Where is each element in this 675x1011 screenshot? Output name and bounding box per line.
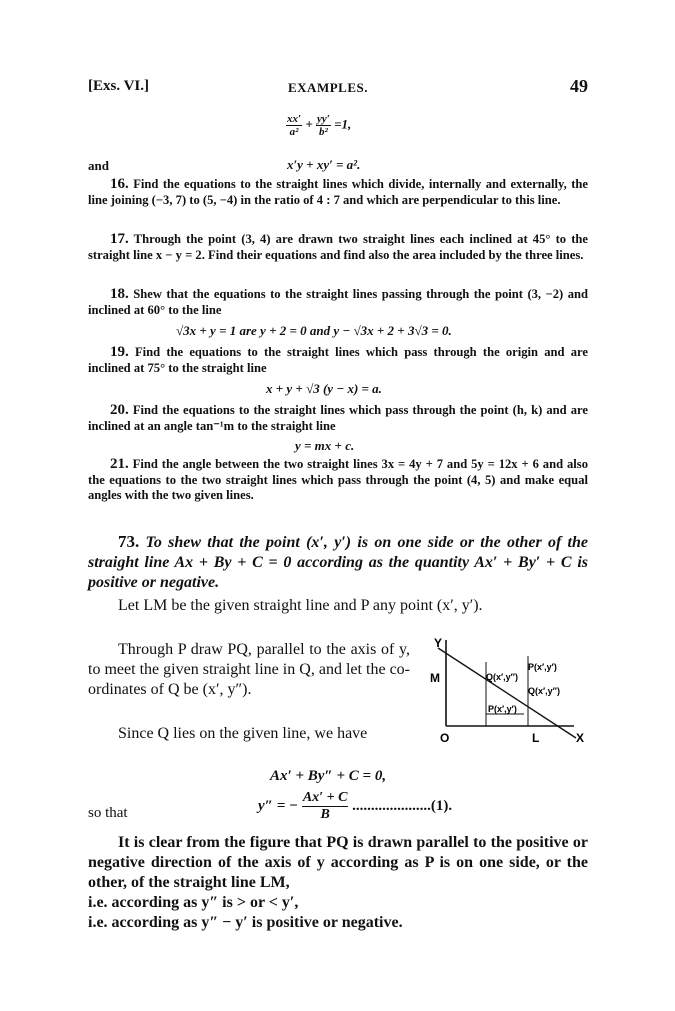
problem-number: 18.	[110, 286, 129, 302]
and-label: and	[88, 158, 109, 173]
label-y: Y	[434, 636, 443, 650]
problem-18	[88, 287, 588, 318]
equation-b	[258, 790, 452, 823]
frac-num: Ax′ + C	[302, 790, 348, 805]
label-p-upper: P(x′,y′)	[528, 662, 557, 672]
label-m: M	[430, 671, 440, 685]
frac-num: xx′	[287, 113, 302, 125]
plus-sign: +	[305, 116, 313, 132]
article-statement-text: To shew that the point (x′, y′) is on one side or the other of the straight line Ax + By + C = 0 according as the quantity Ax′ + By′ + C is positive or negative.	[88, 534, 589, 591]
header-section-ref: [Exs. VI.]	[88, 78, 149, 94]
label-q-upper: Q(x′,y″)	[486, 672, 518, 682]
problem-number: 17.	[110, 231, 129, 247]
problem-text: Find the angle between the two straight lines 3x = 4y + 7 and 5y = 12x + 6 and also the equations to the two straight lines which pass through the point (4, 5) and make equal angles with the two given lines.	[88, 457, 589, 503]
problem-number: 21.	[110, 456, 129, 472]
problem-text: Shew that the equations to the straight lines passing through the point (3, −2) and inclined at 60° to the line	[88, 287, 588, 317]
problem-text: Find the equations to the straight lines which divide, internally and externally, the line joining (−3, 7) to (5, −4) in the ratio of 4 : 7 and which are perpendicular to this line.	[88, 177, 588, 207]
article-para-1: Let LM be the given straight line and P any point (x′, y′).	[118, 597, 483, 614]
header-title: EXAMPLES.	[288, 80, 368, 95]
equation-number: .....................(1).	[352, 797, 453, 814]
label-p-lower: P(x′,y′)	[488, 704, 517, 714]
ie-line-2: i.e. according as y″ − y′ is positive or negative.	[88, 914, 403, 931]
article-number: 73.	[118, 532, 140, 551]
problem-21	[88, 457, 588, 504]
problem-number: 20.	[110, 402, 129, 418]
label-o: O	[440, 731, 450, 745]
label-l: L	[532, 731, 540, 745]
problem-19-equation: x + y + √3 (y − x) = a.	[266, 381, 382, 396]
problem-18-equation: √3x + y = 1 are y + 2 = 0 and y − √3x + 2 + 3√3 = 0.	[176, 323, 452, 338]
problem-text: Find the equations to the straight lines which pass through the point (h, k) and are inclined at an angle tan⁻¹m to the straight line	[88, 403, 588, 433]
equation-b-lhs: y″ = −	[258, 797, 299, 814]
coordinate-figure	[424, 634, 592, 746]
problem-17	[88, 232, 588, 263]
frac-den: a²	[289, 126, 299, 138]
article-para-3: Since Q lies on the given line, we have	[118, 725, 368, 742]
problem-20-equation: y = mx + c.	[295, 438, 355, 453]
problem-text: Through the point (3, 4) are drawn two straight lines each inclined at 45° to the straight line x − y = 2. Find their equations and find also the area included by the three lines.	[88, 232, 588, 262]
problem-text: Find the equations to the straight lines which pass through the origin and are inclined at 75° to the straight line	[88, 345, 588, 375]
equation-a: Ax′ + By″ + C = 0,	[270, 768, 387, 784]
equation-ellipse	[286, 113, 351, 138]
figure-svg	[424, 634, 592, 746]
problem-19	[88, 345, 588, 376]
frac-num: yy′	[317, 113, 330, 125]
equation-2: x′y + xy′ = a².	[287, 157, 361, 172]
problem-20	[88, 403, 588, 434]
page-header	[88, 78, 588, 102]
equation-rhs: =1,	[334, 116, 352, 132]
article-para-2: Through P draw PQ, parallel to the axis of y, to meet the given straight line in Q, and let the co-ordinates of Q be (x′, y″).	[88, 641, 410, 698]
article-73-statement	[88, 532, 588, 593]
so-that-label: so that	[88, 805, 128, 821]
problem-number: 19.	[110, 344, 129, 360]
problem-number: 16.	[110, 176, 129, 192]
label-q-lower: Q(x′,y″)	[528, 686, 560, 696]
page-number: 49	[570, 76, 588, 96]
problem-16	[88, 177, 588, 208]
article-para-4: It is clear from the figure that PQ is drawn parallel to the positive or negative direction of the axis of y according as P is on one side, or the other, of the straight line LM,	[88, 834, 588, 891]
ie-line-1: i.e. according as y″ is > or < y′,	[88, 894, 299, 911]
label-x: X	[576, 731, 585, 745]
frac-den: b²	[319, 126, 328, 138]
frac-den: B	[320, 807, 330, 822]
